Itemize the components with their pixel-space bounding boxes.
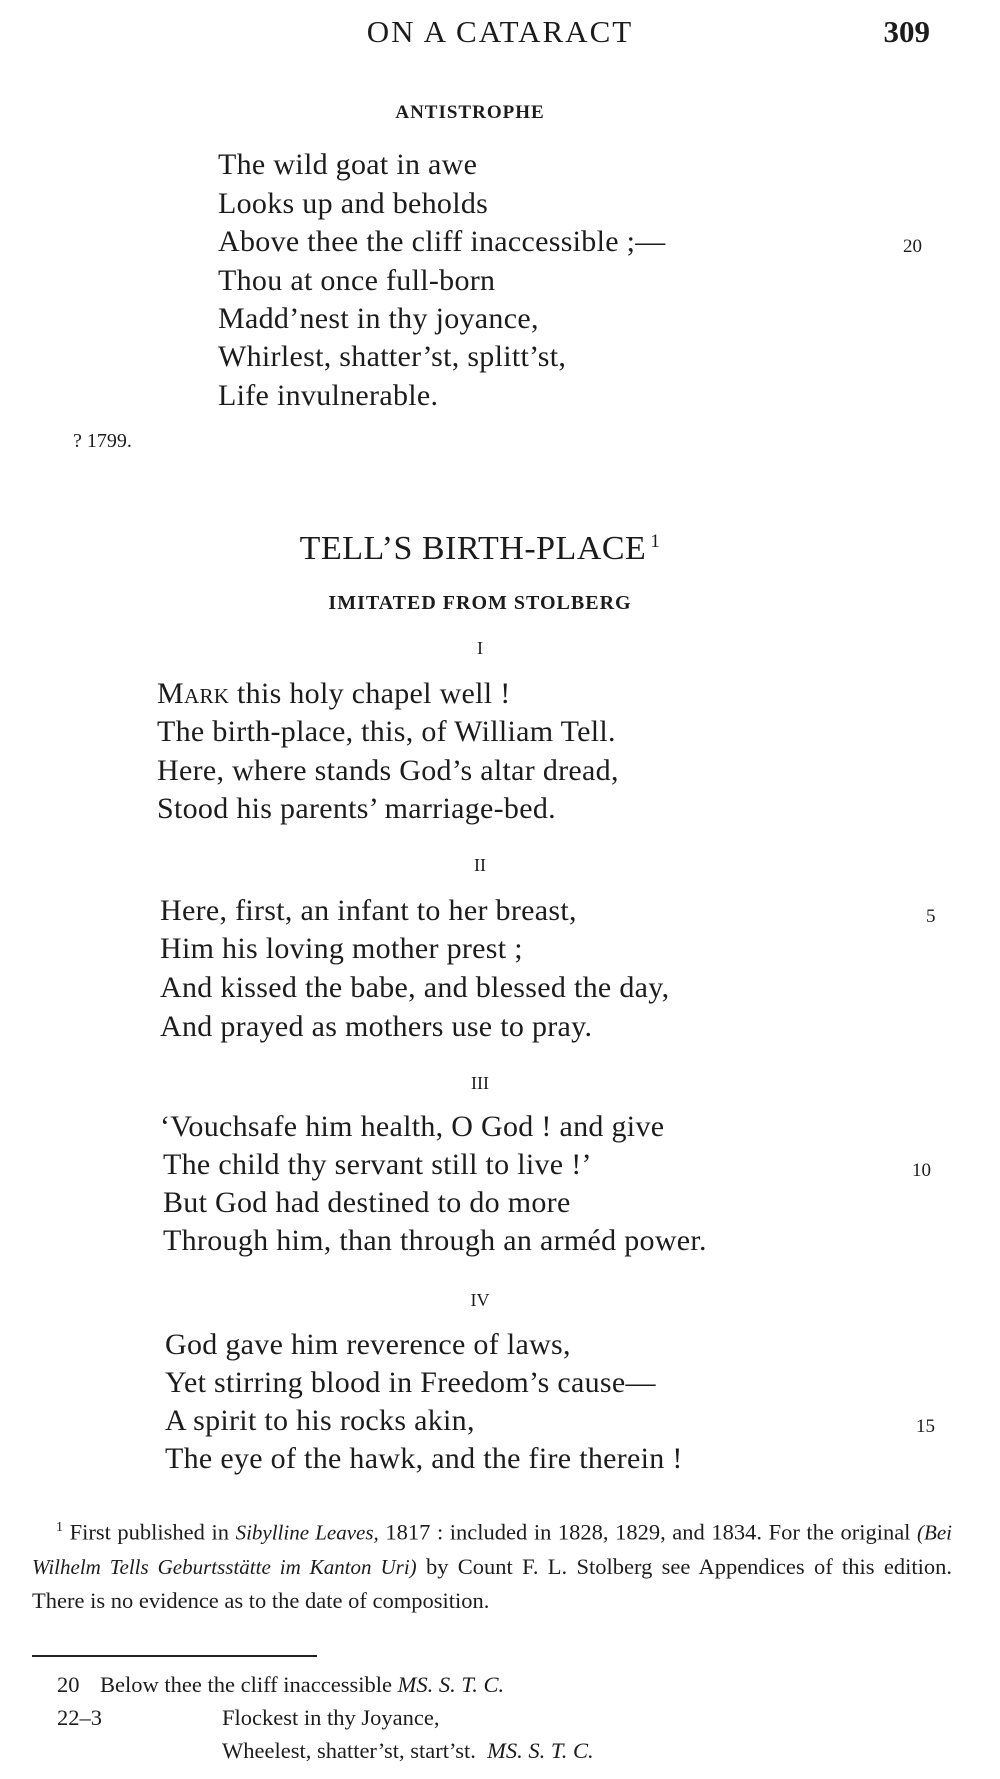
stanza-number: II (474, 855, 486, 875)
variant-reading (222, 1738, 594, 1764)
poem-subtitle: IMITATED FROM STOLBERG (328, 592, 632, 614)
poem-line: God gave him reverence of laws, (165, 1328, 571, 1361)
variant-line-number: 20 (57, 1672, 80, 1697)
poem-line: Above thee the cliff inaccessible ;— (218, 225, 666, 258)
variant-reading (100, 1672, 504, 1698)
footnote-italic-title: Sibylline Leaves, (235, 1520, 379, 1545)
poem-line: Him his loving mother prest ; (160, 932, 523, 965)
variant-reading: Flockest in thy Joyance, (222, 1705, 440, 1730)
footnote-text: 1817 : included in 1828, 1829, and 1834. For the original (378, 1519, 918, 1545)
poem-line: And kissed the babe, and blessed the day, (160, 971, 670, 1004)
poem-line: The child thy servant still to live !’ (163, 1148, 592, 1181)
poem-line: Yet stirring blood in Freedom’s cause— (165, 1366, 656, 1399)
variant-text: Wheelest, shatter’st, start’st. (222, 1738, 476, 1763)
page-number: 309 (883, 14, 930, 49)
variant-source: MS. S. T. C. (397, 1672, 505, 1697)
variant-line-number: 22–3 (57, 1705, 102, 1730)
line-number: 20 (903, 236, 922, 257)
footnote-mark: 1 (56, 1520, 63, 1535)
small-caps-word: Mark (157, 677, 230, 710)
poem-line: Life invulnerable. (218, 379, 439, 412)
running-title: ON A CATARACT (366, 14, 634, 49)
poem-line: Here, where stands God’s altar dread, (157, 754, 619, 787)
stanza-number: I (477, 638, 483, 658)
stanza-number: III (471, 1073, 489, 1093)
poem-line: Here, first, an infant to her breast, (160, 894, 577, 927)
poem-line (157, 677, 511, 711)
footnote-mark: 1 (650, 530, 661, 552)
poem-line: Whirlest, shatter’st, splitt’st, (218, 340, 567, 373)
stanza-number: IV (470, 1290, 490, 1310)
poem-line: The wild goat in awe (218, 148, 478, 181)
poem-line: But God had destined to do more (163, 1186, 571, 1219)
poem-line: The eye of the hawk, and the fire therein ! (165, 1442, 683, 1475)
footnote-divider (32, 1655, 317, 1657)
poem-line: Stood his parents’ marriage-bed. (157, 792, 556, 825)
variant-source: MS. S. T. C. (487, 1738, 594, 1763)
poem-line: A spirit to his rocks akin, (165, 1404, 475, 1437)
footnote-text: by Count F. L. Stolberg see Appendices of this edition. There is no evidence as to the date of composition. (32, 1553, 952, 1613)
footnote-italic-original: (Bei Wilhelm Tells Geburtsstätte im Kanton Uri) (32, 1520, 952, 1579)
variant-text: Below thee the cliff inaccessible (100, 1672, 392, 1697)
first-line-rest: this holy chapel well ! (229, 677, 511, 710)
poem-line: And prayed as mothers use to pray. (160, 1010, 593, 1043)
poem-line: Madd’nest in thy joyance, (218, 302, 539, 335)
section-heading-antistrophe: ANTISTROPHE (395, 102, 545, 123)
poem-line: The birth-place, this, of William Tell. (157, 715, 616, 748)
poem-title (0, 530, 960, 568)
poem-title-text: TELL’S BIRTH-PLACE (299, 530, 647, 567)
poem-line: Thou at once full-born (218, 264, 496, 297)
footnote-text: First published in (63, 1519, 236, 1545)
poem-line: Through him, than through an arméd power. (163, 1224, 707, 1257)
line-number: 15 (916, 1416, 935, 1437)
footnote (32, 1511, 952, 1617)
composition-date: ? 1799. (73, 430, 132, 452)
poem-line: Looks up and beholds (218, 187, 489, 220)
poem-line: ‘Vouchsafe him health, O God ! and give (160, 1110, 665, 1143)
line-number: 10 (912, 1160, 931, 1181)
line-number: 5 (926, 906, 936, 927)
